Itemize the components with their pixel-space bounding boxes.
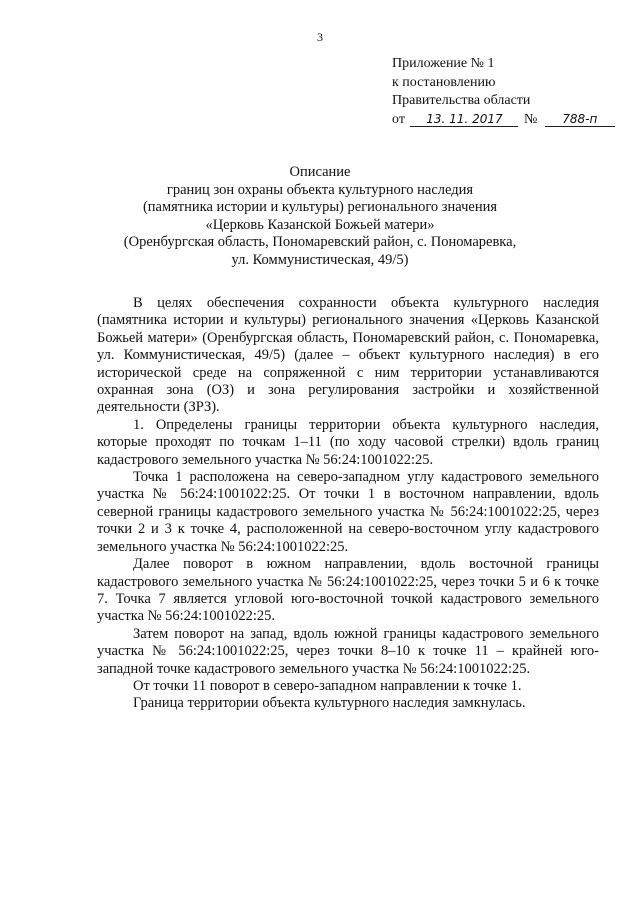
title-line: (Оренбургская область, Пономаревский район, с. Пономаревка, [123,234,517,251]
handwritten-number: 788-п [545,112,615,127]
title-heading: Описание [289,164,351,180]
appendix-date-line [392,111,615,130]
page-number: 3 [317,30,323,44]
body-paragraph: Далее поворот в южном направлении, вдоль восточной границы кадастрового земельного участка № 56:24:1001022:25, через точки 5 и 6 к точке 7. Точка 7 является угловой юго-восточной точкой кадастрового земельного участка № 56:24:1001022:25. [97,556,599,625]
body-paragraph: От точки 11 поворот в северо-западном направлении к точке 1. [133,677,522,694]
title-line: границ зон охраны объекта культурного наследия [166,181,474,198]
handwritten-date: 13. 11. 2017 [410,112,518,127]
appendix-line: к постановлению [392,74,496,90]
body-paragraph: Граница территории объекта культурного наследия замкнулась. [133,695,526,712]
number-sign: № [523,111,538,127]
body-paragraph: В целях обеспечения сохранности объекта культурного наследия (памятника истории и культуры) регионального значения «Церковь Казанской Божьей матери» (Оренбургская область, Пономаревский район, с. Пономаревка, ул. Коммунистическая, 49/5) (далее – объект культурного наследия) в его исторической среде на сопряженной с ним территории устанавливаются охранная зона (ОЗ) и зона регулирования застройки и хозяйственной деятельности (ЗРЗ). [97,295,599,416]
body-paragraph: Точка 1 расположена на северо-западном углу кадастрового земельного участка № 56:24:1001022:25. От точки 1 в восточном направлении, вдоль северной границы кадастрового земельного участка № 56:24:1001022:25, через точки 2 и 3 к точке 4, расположенной на северо-восточном углу кадастрового земельного участка № 56:24:1001022:25. [97,469,599,555]
appendix-block [392,55,615,129]
appendix-title: Приложение № 1 [392,56,495,71]
document-body [97,295,599,713]
body-paragraph: 1. Определены границы территории объекта культурного наследия, которые проходят по точкам 1–11 (по ходу часовой стрелки) вдоль границ кадастрового земельного участка № 56:24:1001022:25. [97,416,599,468]
date-prefix: от [392,111,405,127]
title-line: (памятника истории и культуры) регионального значения [142,199,498,216]
document-title [0,164,640,270]
body-paragraph: Затем поворот на запад, вдоль южной границы кадастрового земельного участка № 56:24:1001022:25, через точки 8–10 к точке 11 – крайней юго-западной точке кадастрового земельного участка № 56:24:1001022:25. [97,625,599,677]
title-line: ул. Коммунистическая, 49/5) [231,251,409,268]
appendix-line: Правительства области [392,93,531,108]
title-line: «Церковь Казанской Божьей матери» [205,216,435,233]
